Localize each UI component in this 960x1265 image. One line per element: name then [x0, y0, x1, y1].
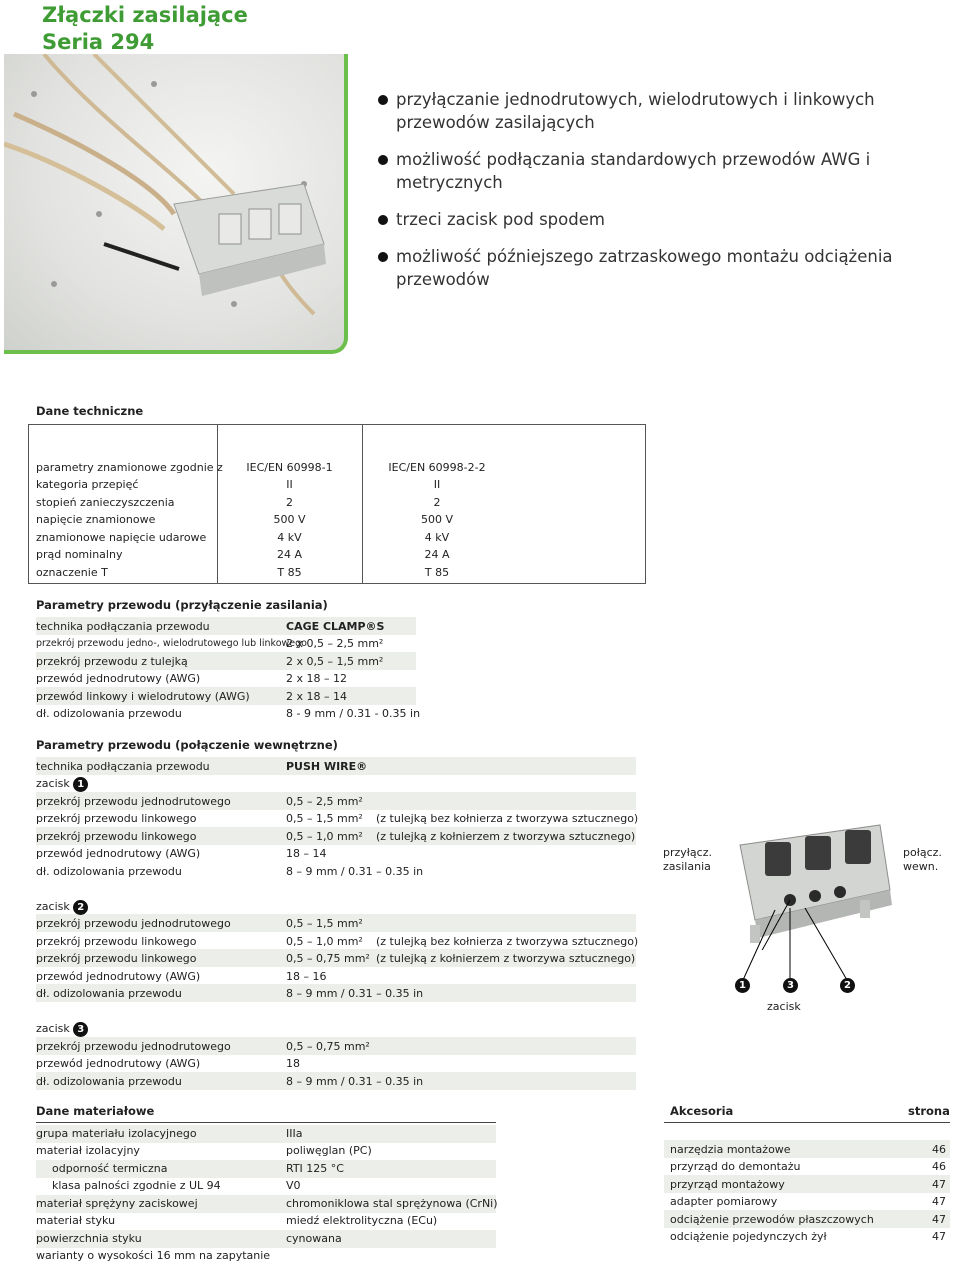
clamp-3-label: zacisk 3: [36, 1020, 88, 1037]
table-row: napięcie znamionowe 500 V 500 V: [36, 513, 454, 526]
table-row: parametry znamionowe zgodnie z IEC/EN 60998-1 IEC/EN 60998-2-2: [36, 461, 486, 474]
supply-params-table: technika podłączania przewodu CAGE CLAMP®S przekrój przewodu jedno-, wielodrutowego lub linkowego 2 x 0,5 – 2,5 mm² przekrój przewodu z tulejką 2 x 0,5 – 1,5 mm² przewód jednodrutowy (AWG) 2 x 18 – 12 przewód linkowy i wielodrutowy (AWG) 2 x 18 – 14 dł. odizolowania przewodu 8 - 9 mm / 0.31 - 0.35 in: [36, 617, 416, 723]
supply-params-heading: Parametry przewodu (przyłączenie zasilania): [36, 598, 328, 612]
tech-data-table: [28, 424, 646, 584]
title-line-2: Seria 294: [42, 30, 155, 54]
accessory-link[interactable]: odciążenie pojedynczych żył 47: [670, 1230, 946, 1243]
clamp-marker-3: 3: [783, 978, 798, 993]
pointer-lines: [735, 870, 875, 990]
accessory-link[interactable]: odciążenie przewodów płaszczowych 47: [670, 1213, 946, 1226]
accessory-link[interactable]: narzędzia montażowe 46: [670, 1143, 946, 1156]
table-row: prąd nominalny 24 A 24 A: [36, 548, 450, 561]
internal-params-table: technika podłączania przewodu PUSH WIRE® zacisk 1 przekrój przewodu jednodrutowego 0,5 – 2,5 mm² przekrój przewodu linkowego 0,5 – 1,5 mm² (z tulejką bez kołnierza z tworzywa sztucznego) przekrój przewodu linkowego 0,5 – 1,0 mm² (z tulejką z kołnierzem z tworzywa sztucznego) przewód jednodrutowy (AWG) 18 – 14 dł. odizolowania przewodu 8 – 9 mm / 0.31 – 0.35 in zacisk 2 przekrój przewodu jednodrutowego 0,5 – 1,5 mm² przekrój przewodu linkowego 0,5 – 1,0 mm² (z tulejką bez kołnierza z tworzywa sztucznego) przekrój przewodu linkowego 0,5 – 0,75 mm² (z tulejką z kołnierzem z tworzywa sztucznego) przewód jednodrutowy (AWG) 18 – 16 dł. odizolowania przewodu 8 – 9 mm / 0.31 – 0.35 in zacisk 3 przekrój przewodu jednodrutowego 0,5 – 0,75 mm² przewód jednodrutowy (AWG) 18 dł. odizolowania przewodu 8 – 9 mm / 0.31 – 0.35 in: [36, 757, 636, 1087]
feature-item: możliwość podłączania standardowych przewodów AWG i metrycznych: [378, 148, 938, 194]
feature-item: możliwość późniejszego zatrzaskowego montażu odciążenia przewodów: [378, 245, 938, 291]
clamp-number-badge: 1: [73, 777, 88, 792]
table-row: oznaczenie T T 85 T 85: [36, 566, 450, 579]
feature-list: [378, 88, 938, 305]
page-title: [42, 2, 248, 56]
clamp-2-label: zacisk 2: [36, 898, 88, 915]
feature-item: trzeci zacisk pod spodem: [378, 208, 938, 231]
table-row: stopień zanieczyszczenia 2 2: [36, 496, 441, 509]
accessory-link[interactable]: przyrząd do demontażu 46: [670, 1160, 946, 1173]
accessories-heading: Akcesoria: [670, 1104, 734, 1118]
table-row: znamionowe napięcie udarowe 4 kV 4 kV: [36, 531, 450, 544]
material-data-table: grupa materiału izolacyjnego IIIa materiał izolacyjny poliwęglan (PC) odporność termiczna RTI 125 °C klasa palności zgodnie z UL 94 V0 materiał sprężyny zaciskowej chromoniklowa stal sprężynowa (CrNi) materiał styku miedź elektrolityczna (ECu) powierzchnia styku cynowana warianty o wysokości 16 mm na zapytanie: [36, 1127, 498, 1262]
internal-side-label: połącz. wewn.: [903, 846, 942, 873]
accessory-link[interactable]: przyrząd montażowy 47: [670, 1178, 946, 1191]
internal-params-heading: Parametry przewodu (połączenie wewnętrzne): [36, 738, 338, 752]
tech-data-heading: Dane techniczne: [36, 404, 144, 418]
connector-photo-illustration: [4, 54, 344, 350]
product-photo: [4, 54, 348, 354]
connector-diagram: [655, 800, 955, 1020]
accessory-link[interactable]: adapter pomiarowy 47: [670, 1195, 946, 1208]
supply-side-label: przyłącz. zasilania: [663, 846, 712, 873]
table-row: kategoria przepięć II II: [36, 478, 441, 491]
accessories-table: [664, 1140, 950, 1248]
title-line-1: Złączki zasilające: [42, 3, 248, 27]
material-data-heading: Dane materiałowe: [36, 1104, 155, 1118]
clamp-marker-2: 2: [840, 978, 855, 993]
clamp-caption: zacisk: [767, 1000, 801, 1013]
clamp-marker-1: 1: [735, 978, 750, 993]
feature-item: przyłączanie jednodrutowych, wielodrutowych i linkowych przewodów zasilających: [378, 88, 938, 134]
accessories-page-heading: strona: [908, 1104, 950, 1118]
clamp-1-label: zacisk 1: [36, 775, 88, 792]
clamp-number-badge: 3: [73, 1022, 88, 1037]
clamp-number-badge: 2: [73, 900, 88, 915]
